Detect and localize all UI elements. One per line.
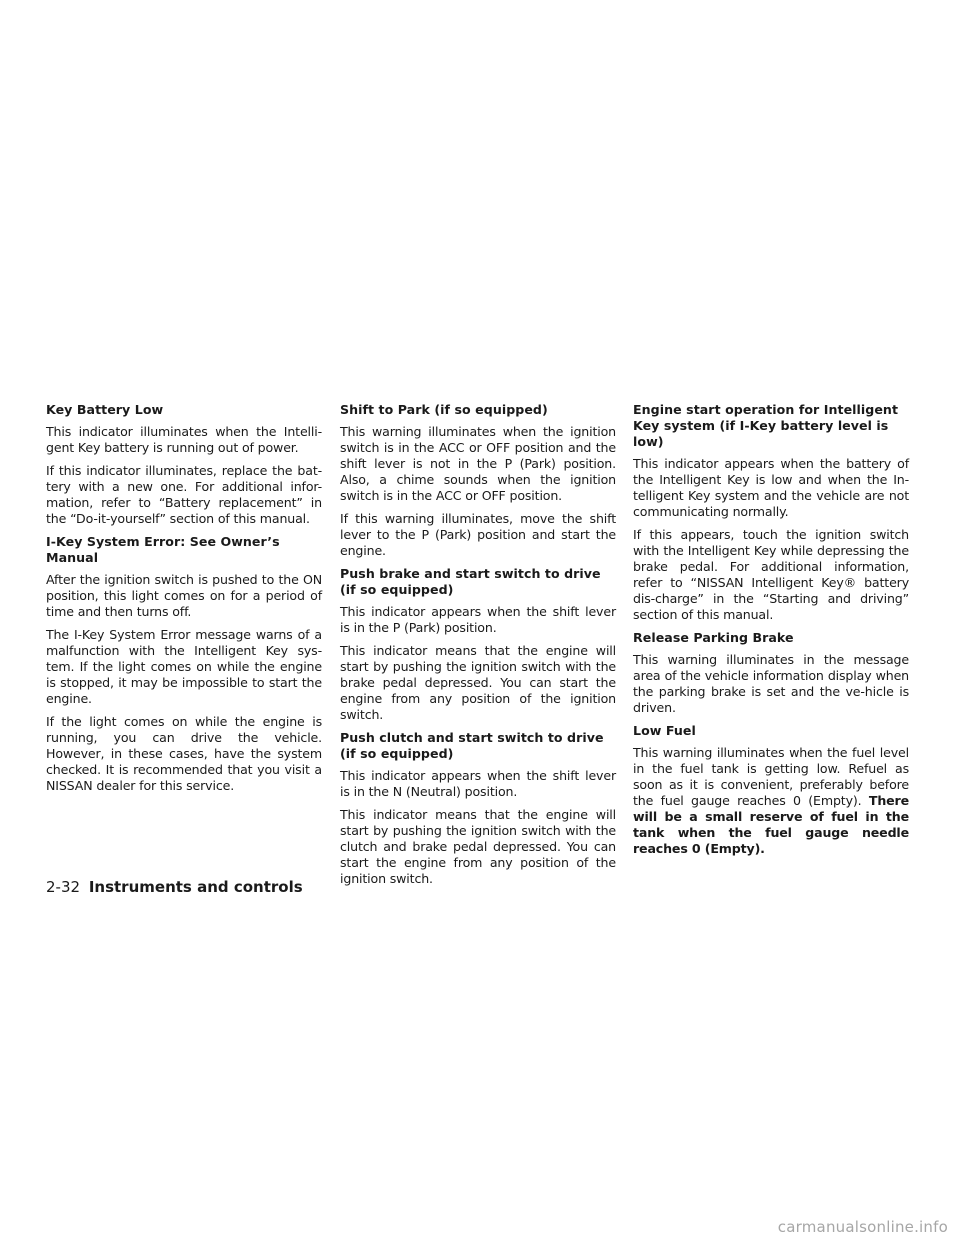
text-column-2 bbox=[340, 402, 616, 894]
paragraph: If this warning illuminates, move the shift lever to the P (Park) position and start the engine. bbox=[340, 511, 616, 558]
section-heading-low-fuel: Low Fuel bbox=[633, 723, 696, 738]
section-heading-push-brake: Push brake and start switch to drive (if so equipped) bbox=[340, 566, 601, 597]
section-heading-key-battery-low: Key Battery Low bbox=[46, 402, 164, 417]
text-column-3 bbox=[633, 402, 909, 864]
section-heading-engine-start: Engine start operation for Intelligent Key system (if I-Key battery level is low) bbox=[633, 402, 899, 449]
paragraph: After the ignition switch is pushed to the ON position, this light comes on for a period of time and then turns off. bbox=[46, 572, 322, 619]
paragraph: The I-Key System Error message warns of a malfunction with the Intelligent Key sys-tem. If the light comes on while the engine is stopped, it may be impossible to start the engine. bbox=[46, 627, 322, 706]
paragraph: This indicator appears when the battery of the Intelligent Key is low and when the In-telligent Key system and the vehicle are not communicating normally. bbox=[633, 456, 909, 519]
paragraph-low-fuel bbox=[633, 745, 909, 857]
paragraph: If this appears, touch the ignition switch with the Intelligent Key while depressing the brake pedal. For additional information, refer to “NISSAN Intelligent Key® battery dis-charge” in the “Starting and driving” section of this manual. bbox=[633, 527, 909, 622]
paragraph: This indicator illuminates when the Intelli-gent Key battery is running out of power. bbox=[46, 424, 322, 455]
section-heading-release-parking-brake: Release Parking Brake bbox=[633, 630, 794, 645]
section-heading-push-clutch: Push clutch and start switch to drive (if so equipped) bbox=[340, 730, 604, 761]
watermark-text: carmanualsonline.info bbox=[777, 1218, 948, 1236]
page-footer bbox=[46, 878, 303, 896]
paragraph: If the light comes on while the engine is running, you can drive the vehicle. However, in these cases, have the system checked. It is recommended that you visit a NISSAN dealer for this service. bbox=[46, 714, 322, 793]
paragraph: This indicator appears when the shift lever is in the N (Neutral) position. bbox=[340, 768, 616, 799]
section-heading-shift-to-park: Shift to Park (if so equipped) bbox=[340, 402, 548, 417]
page-number: 2-32 bbox=[46, 878, 81, 896]
section-heading-ikey-system-error: I-Key System Error: See Owner’s Manual bbox=[46, 534, 280, 565]
paragraph: This warning illuminates when the ignition switch is in the ACC or OFF position and the shift lever is not in the P (Park) position. Also, a chime sounds when the ignition switch is in the ACC or OFF position. bbox=[340, 424, 616, 503]
paragraph: This indicator means that the engine will start by pushing the ignition switch with the clutch and brake pedal depressed. You can start the engine from any position of the ignition switch. bbox=[340, 807, 616, 886]
paragraph: If this indicator illuminates, replace the bat-tery with a new one. For additional infor-mation, refer to “Battery replacement” in the “Do-it-yourself” section of this manual. bbox=[46, 463, 322, 526]
footer-section-name: Instruments and controls bbox=[88, 878, 303, 896]
low-fuel-text: This warning illuminates when the fuel level in the fuel tank is getting low. Refuel as soon as it is convenient, preferably before the fuel gauge reaches 0 (Empty). bbox=[633, 745, 909, 808]
low-fuel-bold-text: There will be a small reserve of fuel in the tank when the fuel gauge needle reaches 0 (Empty). bbox=[633, 793, 909, 856]
paragraph: This indicator appears when the shift lever is in the P (Park) position. bbox=[340, 604, 616, 635]
paragraph: This warning illuminates in the message area of the vehicle information display when the parking brake is set and the ve-hicle is driven. bbox=[633, 652, 909, 715]
paragraph: This indicator means that the engine will start by pushing the ignition switch with the brake pedal depressed. You can start the engine from any position of the ignition switch. bbox=[340, 643, 616, 722]
text-column-1 bbox=[46, 402, 322, 801]
